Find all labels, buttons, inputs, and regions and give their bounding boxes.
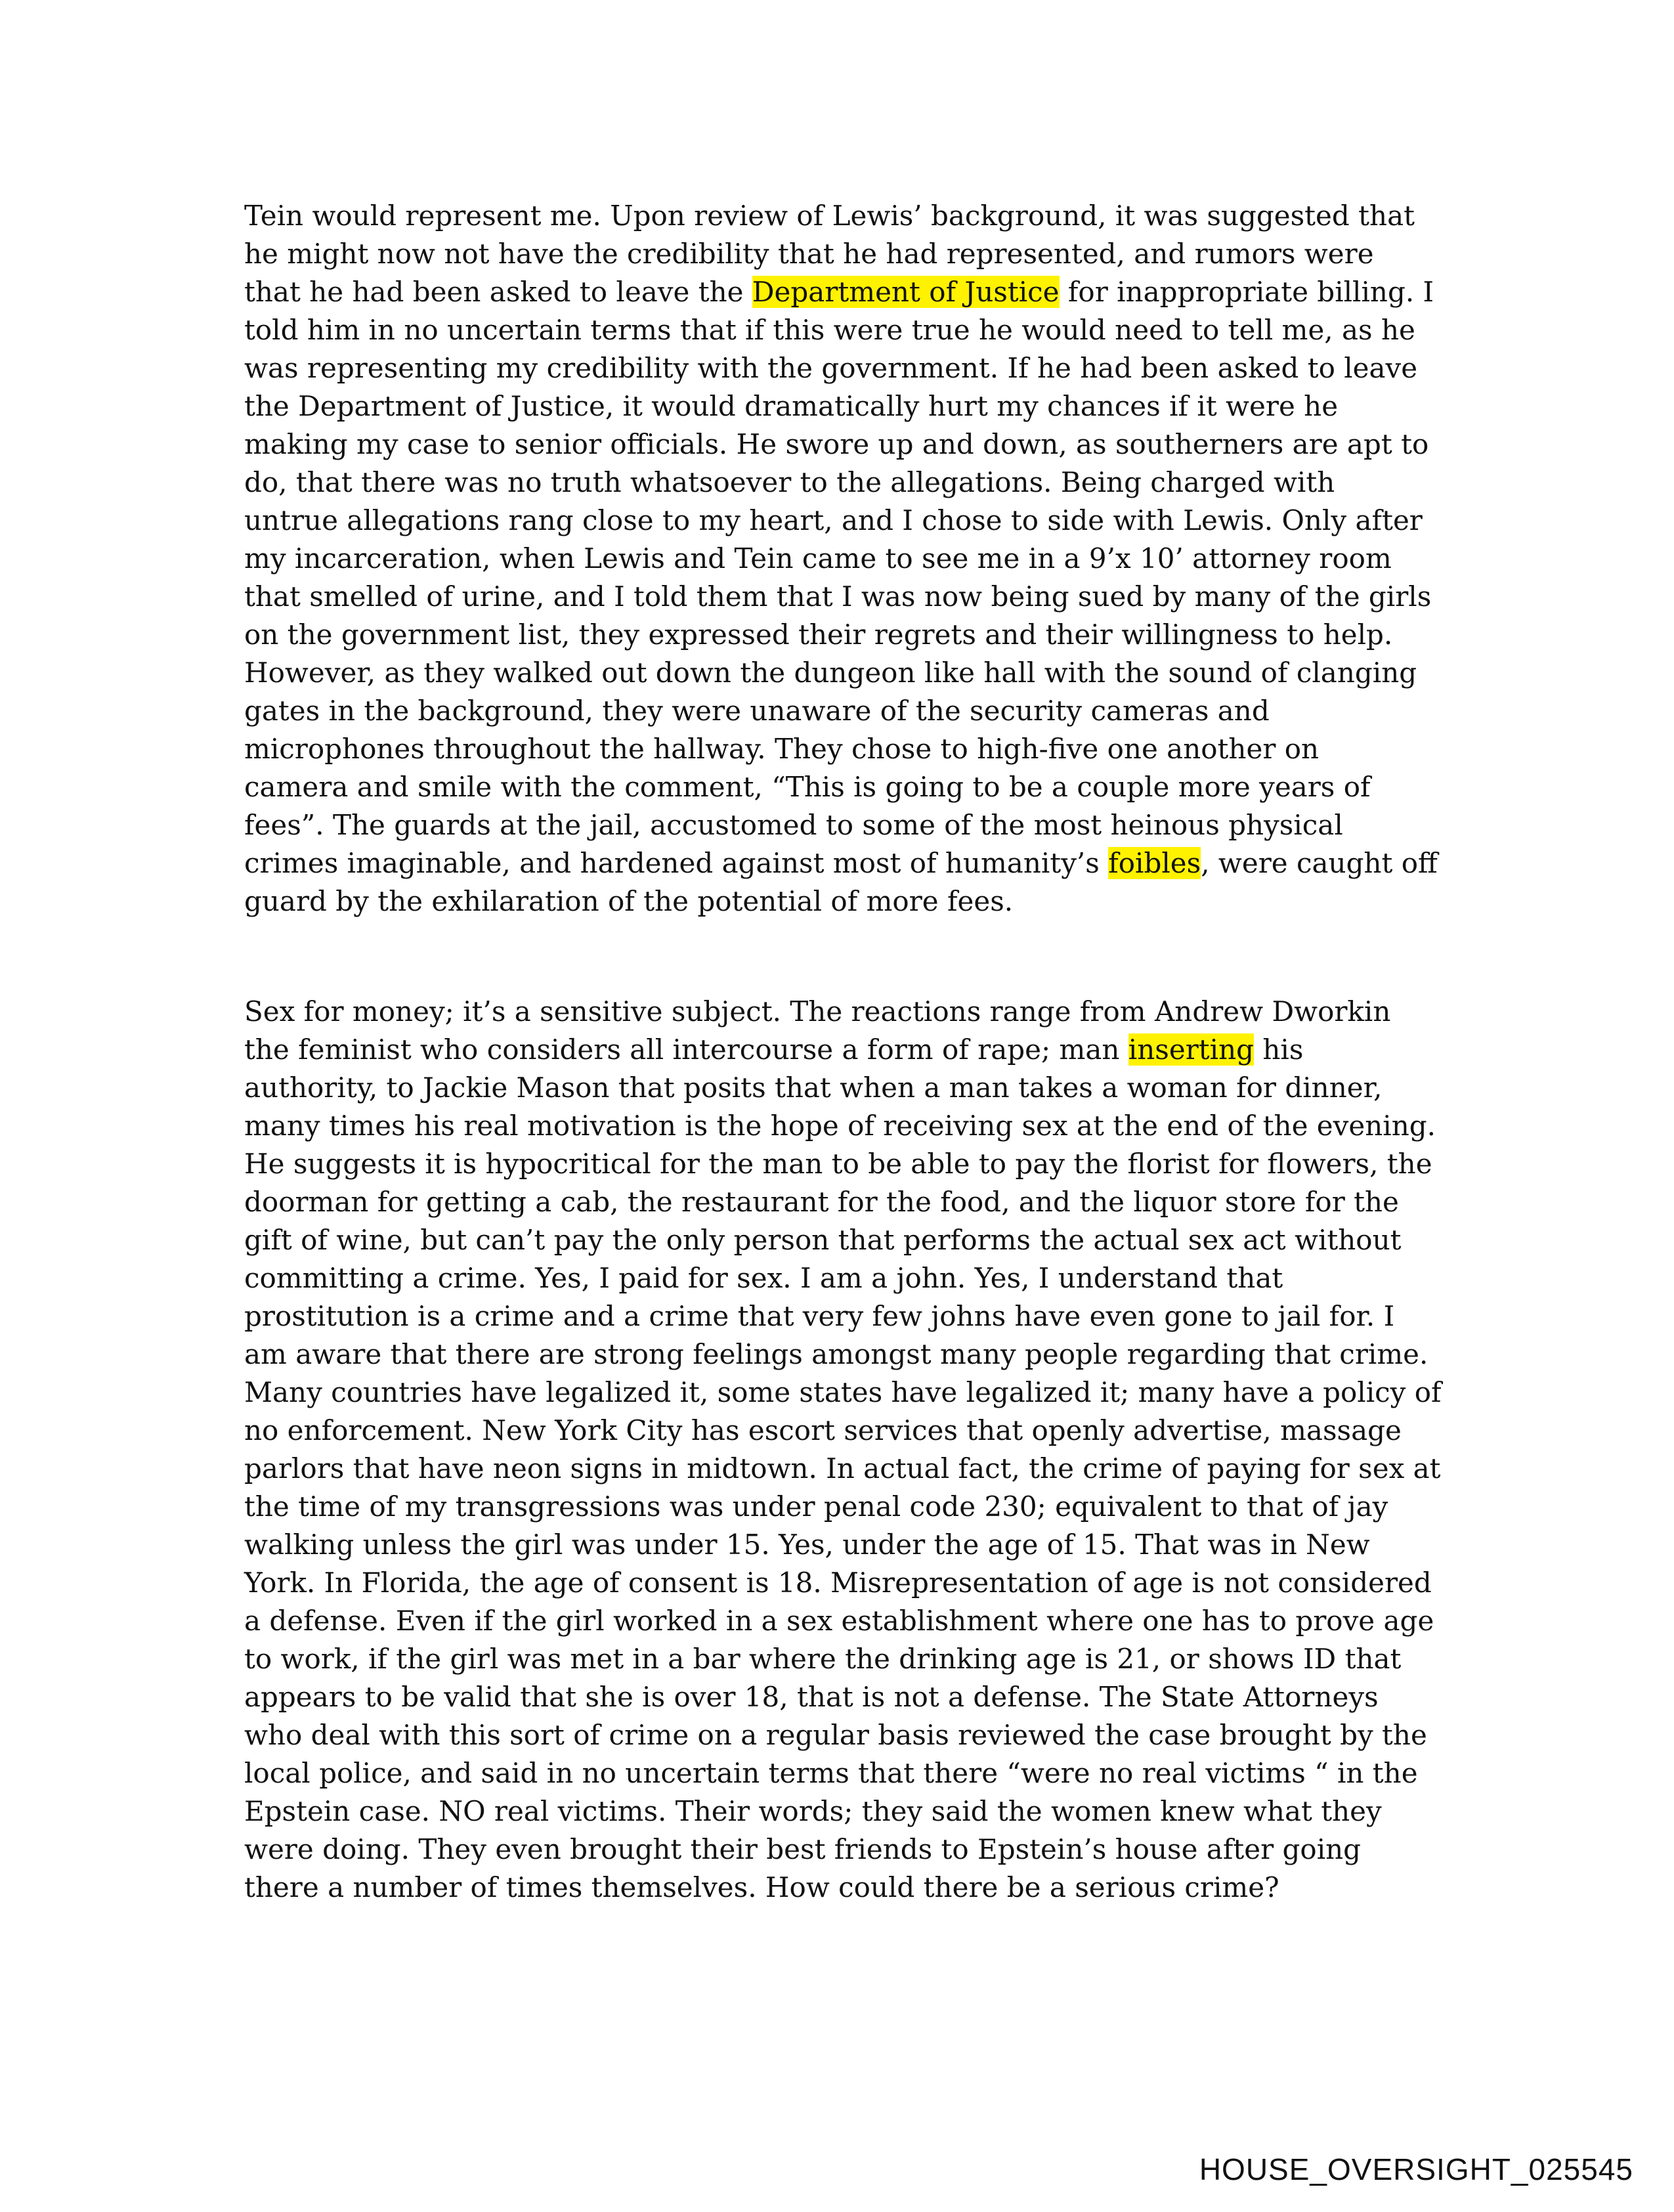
line-text: Many countries have legalized it, some states have legalized it; many have a policy of <box>244 1376 1442 1408</box>
line-text: Epstein case. NO real victims. Their words; they said the women knew what they <box>244 1795 1382 1827</box>
text-line <box>244 1754 1439 1792</box>
line-text: appears to be valid that she is over 18, that is not a defense. The State Attorneys <box>244 1681 1379 1713</box>
text-line <box>244 1526 1439 1564</box>
line-text: He suggests it is hypocritical for the man to be able to pay the florist for flowers, the <box>244 1148 1432 1180</box>
line-text: was representing my credibility with the government. If he had been asked to leave <box>244 352 1418 384</box>
line-text: that smelled of urine, and I told them that I was now being sued by many of the girls <box>244 580 1432 613</box>
highlighted-text: foibles <box>1108 847 1201 879</box>
line-text: am aware that there are strong feelings amongst many people regarding that crime. <box>244 1338 1428 1370</box>
line-text: gates in the background, they were unaware of the security cameras and <box>244 695 1270 727</box>
text-line <box>244 1107 1439 1145</box>
text-line <box>244 806 1439 844</box>
text-line <box>244 768 1439 806</box>
line-text: microphones throughout the hallway. They chose to high-five one another on <box>244 733 1320 765</box>
highlighted-text: Department of Justice <box>752 276 1060 308</box>
text-line <box>244 1374 1442 1412</box>
line-text: the Department of Justice, it would dramatically hurt my chances if it were he <box>244 390 1339 422</box>
text-line <box>244 1640 1439 1678</box>
line-text: authority, to Jackie Mason that posits that when a man takes a woman for dinner, <box>244 1072 1383 1104</box>
line-text: Sex for money; it’s a sensitive subject. The reactions range from Andrew Dworkin <box>244 995 1391 1028</box>
line-text: crimes imaginable, and hardened against most of humanity’s <box>244 847 1109 879</box>
line-text: prostitution is a crime and a crime that very few johns have even gone to jail for. I <box>244 1300 1395 1332</box>
line-text: York. In Florida, the age of consent is 18. Misrepresentation of age is not considered <box>244 1567 1432 1599</box>
line-text: camera and smile with the comment, “This is going to be a couple more years of <box>244 771 1371 803</box>
line-text: to work, if the girl was met in a bar where the drinking age is 21, or shows ID that <box>244 1643 1402 1675</box>
text-line <box>244 349 1439 387</box>
text-line <box>244 1412 1439 1450</box>
line-text: guard by the exhilaration of the potential of more fees. <box>244 885 1014 917</box>
line-text: were doing. They even brought their best friends to Epstein’s house after going <box>244 1833 1362 1865</box>
text-line <box>244 1678 1439 1716</box>
text-line <box>244 540 1439 578</box>
line-text: that he had been asked to leave the <box>244 276 752 308</box>
text-line <box>244 1602 1439 1640</box>
line-text: Tein would represent me. Upon review of Lewis’ background, it was suggested that <box>244 200 1415 232</box>
line-text: fees”. The guards at the jail, accustomed to some of the most heinous physical <box>244 809 1343 841</box>
text-line <box>244 464 1439 502</box>
line-text: walking unless the girl was under 15. Yes, under the age of 15. That was in New <box>244 1529 1370 1561</box>
text-line <box>244 425 1439 464</box>
text-line <box>244 654 1439 692</box>
text-line <box>244 1488 1439 1526</box>
line-text: local police, and said in no uncertain terms that there “were no real victims “ in the <box>244 1757 1418 1789</box>
text-line <box>244 1145 1439 1183</box>
text-line <box>244 1335 1439 1374</box>
line-text: for inappropriate billing. I <box>1059 276 1434 308</box>
text-line <box>244 692 1439 730</box>
text-line <box>244 235 1439 273</box>
line-text: no enforcement. New York City has escort services that openly advertise, massage <box>244 1414 1402 1446</box>
line-text: doorman for getting a cab, the restaurant for the food, and the liquor store for the <box>244 1186 1399 1218</box>
line-text: do, that there was no truth whatsoever to the allegations. Being charged with <box>244 466 1335 498</box>
paragraph-1 <box>244 197 1439 921</box>
text-line <box>244 1831 1439 1869</box>
line-text: who deal with this sort of crime on a regular basis reviewed the case brought by the <box>244 1719 1427 1751</box>
text-line <box>244 502 1439 540</box>
text-line <box>244 578 1439 616</box>
text-line <box>244 1221 1439 1259</box>
text-line <box>244 616 1439 654</box>
line-text: , were caught off <box>1201 847 1438 879</box>
text-line <box>244 1031 1439 1069</box>
line-text: there a number of times themselves. How could there be a serious crime? <box>244 1871 1279 1903</box>
line-text: the feminist who considers all intercourse a form of rape; man <box>244 1033 1128 1066</box>
text-line <box>244 1069 1439 1107</box>
text-line <box>244 197 1439 235</box>
text-line <box>244 1716 1439 1754</box>
paragraph-2 <box>244 993 1442 1907</box>
line-text: untrue allegations rang close to my heart, and I chose to side with Lewis. Only after <box>244 504 1423 536</box>
text-line <box>244 273 1439 311</box>
line-text: a defense. Even if the girl worked in a sex establishment where one has to prove age <box>244 1605 1434 1637</box>
text-line <box>244 1259 1439 1297</box>
line-text: gift of wine, but can’t pay the only person that performs the actual sex act without <box>244 1224 1402 1256</box>
line-text: he might now not have the credibility that he had represented, and rumors were <box>244 238 1374 270</box>
line-text: committing a crime. Yes, I paid for sex. I am a john. Yes, I understand that <box>244 1262 1283 1294</box>
text-line <box>244 1450 1439 1488</box>
text-line <box>244 311 1439 349</box>
highlighted-text: inserting <box>1128 1033 1255 1066</box>
line-text: However, as they walked out down the dungeon like hall with the sound of clanging <box>244 657 1417 689</box>
text-line <box>244 1297 1439 1335</box>
line-text: the time of my transgressions was under penal code 230; equivalent to that of jay <box>244 1490 1388 1523</box>
text-line <box>244 1792 1439 1831</box>
line-text: his <box>1254 1033 1304 1066</box>
line-text: on the government list, they expressed their regrets and their willingness to help. <box>244 618 1393 651</box>
line-text: many times his real motivation is the hope of receiving sex at the end of the evening. <box>244 1110 1436 1142</box>
bates-number: HOUSE_OVERSIGHT_025545 <box>1199 2152 1633 2186</box>
line-text: my incarceration, when Lewis and Tein came to see me in a 9’x 10’ attorney room <box>244 542 1392 575</box>
text-line <box>244 1869 1439 1907</box>
text-line <box>244 1183 1439 1221</box>
text-line <box>244 844 1439 882</box>
text-line <box>244 387 1439 425</box>
line-text: making my case to senior officials. He swore up and down, as southerners are apt to <box>244 428 1429 460</box>
line-text: told him in no uncertain terms that if this were true he would need to tell me, as he <box>244 314 1415 346</box>
text-line <box>244 993 1439 1031</box>
text-line <box>244 730 1439 768</box>
line-text: parlors that have neon signs in midtown. In actual fact, the crime of paying for sex at <box>244 1452 1441 1485</box>
text-line <box>244 882 1439 921</box>
text-line <box>244 1564 1439 1602</box>
